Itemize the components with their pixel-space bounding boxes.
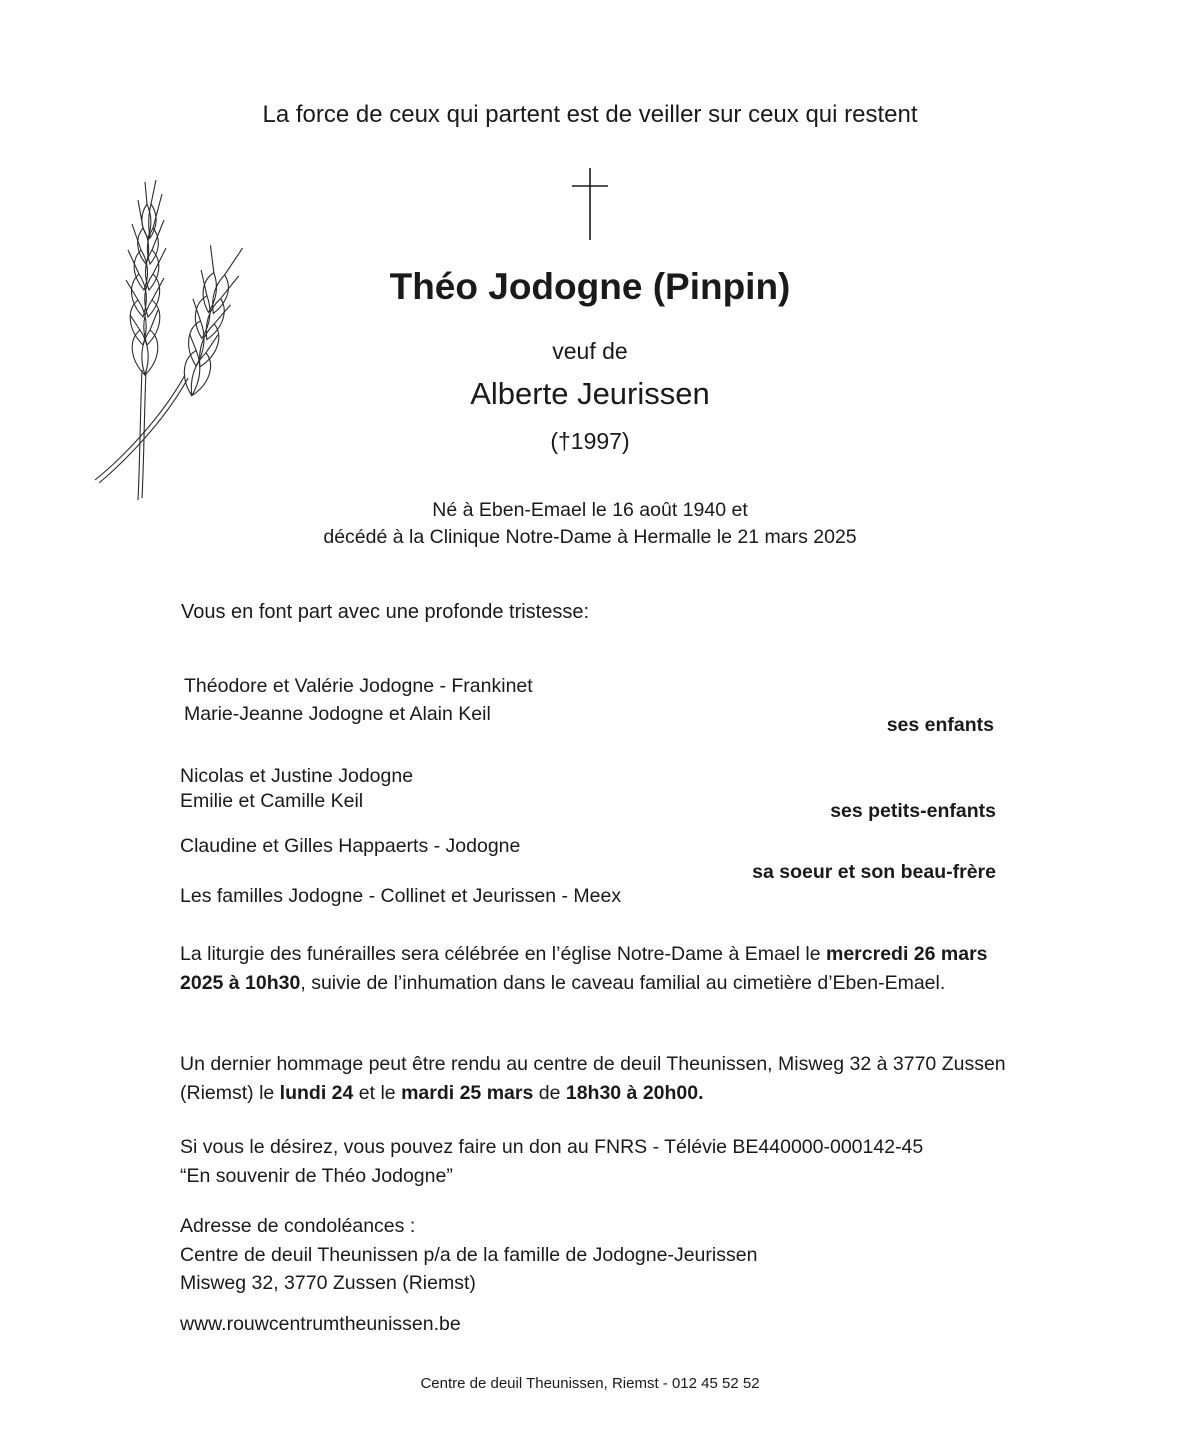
announcement-intro: Vous en font part avec une profonde tristesse:: [181, 601, 590, 623]
widow-label: veuf de: [552, 338, 628, 364]
footer: Centre de deuil Theunissen, Riemst - 012 45 52 52: [420, 1375, 760, 1392]
donation-line: Si vous le désirez, vous pouvez faire un don au FNRS - Télévie BE440000-000142-45: [180, 1136, 924, 1158]
donation-paragraph: [180, 1133, 1010, 1190]
website-link[interactable]: www.rouwcentrumtheunissen.be: [180, 1313, 461, 1335]
spouse-name: Alberte Jeurissen: [470, 376, 710, 411]
condolences-address: [180, 1212, 1010, 1298]
child-2: Marie-Jeanne Jodogne et Alain Keil: [184, 703, 491, 725]
birth-death-info: [0, 497, 1180, 551]
sibling-label: sa soeur et son beau-frère: [752, 861, 996, 883]
funeral-paragraph: La liturgie des funérailles sera célébrée en l’église Notre-Dame à Emael le mercredi 26 mars 2025 à 10h30, suivie de l’inhumation dans le caveau familial au cimetière d’Eben-Emael.: [180, 943, 988, 994]
child-1: Théodore et Valérie Jodogne - Frankinet: [184, 675, 533, 697]
donation-memo: “En souvenir de Théo Jodogne”: [180, 1164, 453, 1187]
grandchildren-label: ses petits-enfants: [830, 800, 996, 822]
tribute-paragraph: Un dernier hommage peut être rendu au centre de deuil Theunissen, Misweg 32 à 3770 Zussen (Riemst) le lundi 24 et le mardi 25 mars de 18h30 à 20h00.: [180, 1053, 1006, 1104]
sibling: Claudine et Gilles Happaerts - Jodogne: [180, 835, 521, 857]
motto: La force de ceux qui partent est de veiller sur ceux qui restent: [262, 101, 918, 128]
grandchild-1: Nicolas et Justine Jodogne: [180, 765, 414, 787]
latin-cross-icon: [570, 168, 610, 242]
spouse-death-year: (†1997): [550, 428, 630, 454]
birth-line: Né à Eben-Emael le 16 août 1940 et: [432, 499, 748, 521]
children-label: ses enfants: [886, 714, 994, 736]
deceased-name: Théo Jodogne (Pinpin): [389, 266, 791, 307]
grandchild-2: Emilie et Camille Keil: [180, 790, 364, 812]
condolences-title: Adresse de condoléances :: [180, 1215, 416, 1237]
condolences-line-2: Misweg 32, 3770 Zussen (Riemst): [180, 1272, 476, 1294]
condolences-line-1: Centre de deuil Theunissen p/a de la famille de Jodogne-Jeurissen: [180, 1243, 758, 1266]
death-line: décédé à la Clinique Notre-Dame à Hermalle le 21 mars 2025: [323, 526, 857, 548]
families: Les familles Jodogne - Collinet et Jeurissen - Meex: [180, 885, 622, 907]
